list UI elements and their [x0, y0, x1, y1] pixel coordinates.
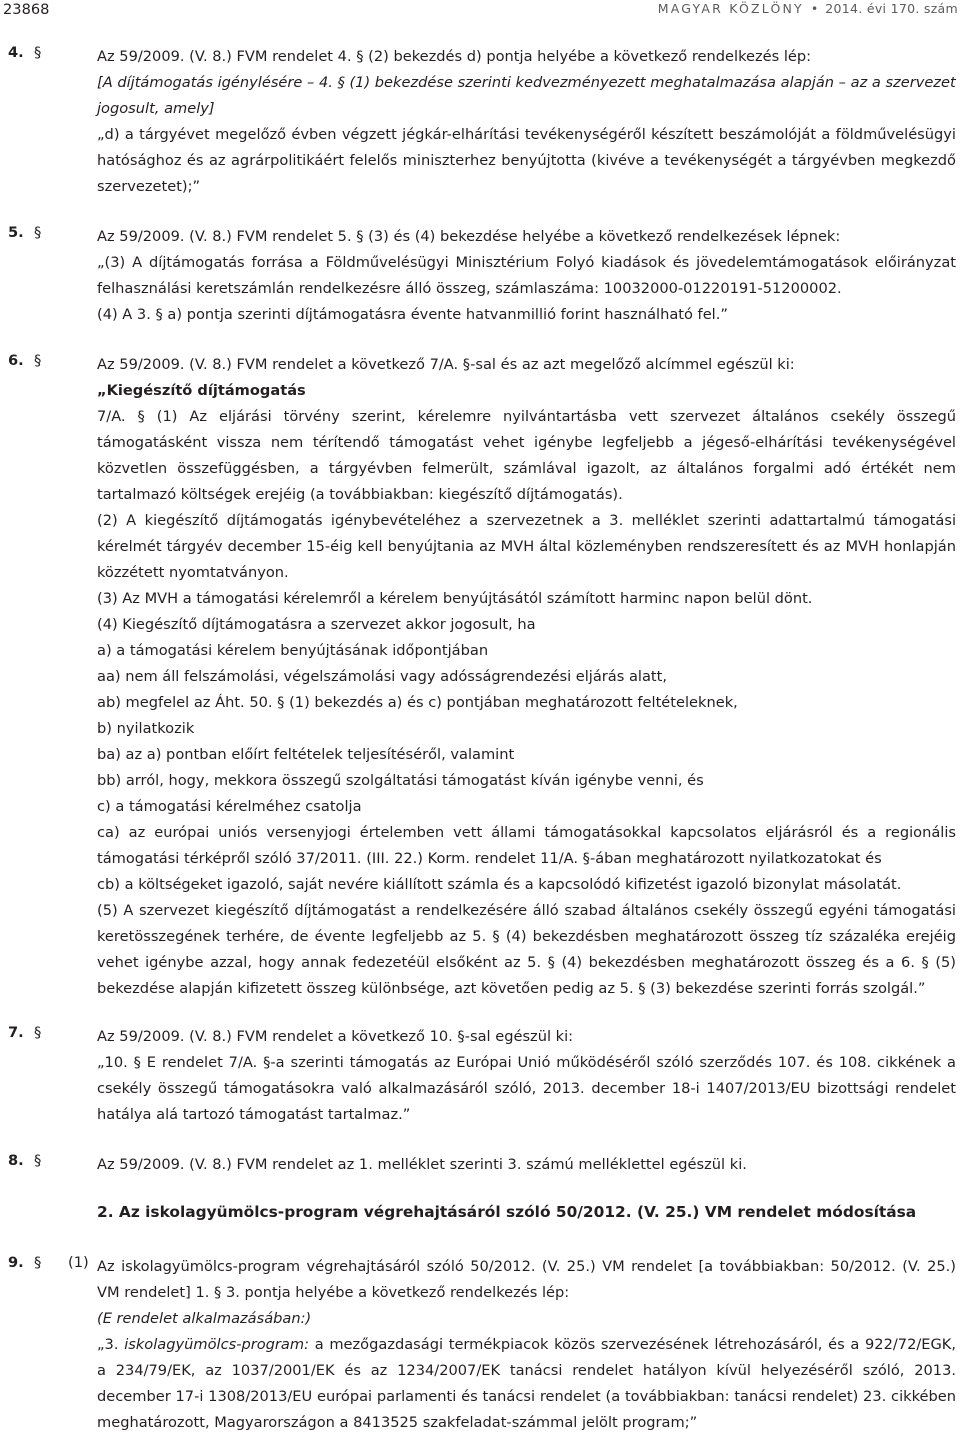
section-number: 8. [8, 1152, 24, 1169]
section-sign: § [34, 1024, 42, 1041]
definition-text: a mezőgazdasági termékpiacok közös szervezésének létrehozásáról, és a 922/72/EGK, a 234/79/EK, az 1037/2001/EK és az 1234/2007/EK tanácsi rendelet hatályon kívül helyezéséről szóló, 2013. december 17-i 1308/2013/EU európai parlamenti és tanácsi rendelet (a továbbiakban: tanácsi rendelet) 23. cikkében meghatározott, Magyarországon a 8413525 szakfeladat-számmal jelölt program;” [97, 1336, 957, 1431]
paragraph-3: „(3) A díjtámogatás forrása a Földművelésügyi Minisztérium Folyó kiadások és jövedelemtámogatások előirányzat felhasználási keretszámlán rendelkezésre álló összeg, számlaszáma: 10032000-01220191-51200002. [97, 254, 956, 297]
point-c: c) a támogatási kérelméhez csatolja [97, 798, 362, 815]
amendment-intro: Az 59/2009. (V. 8.) FVM rendelet 4. § (2) bekezdés d) pontja helyébe a következő rendelkezés lép: [97, 48, 812, 65]
section-text [97, 44, 956, 200]
amendment-intro: Az 59/2009. (V. 8.) FVM rendelet 5. § (3) és (4) bekezdése helyébe a következő rendelkezések lépnek: [97, 228, 841, 245]
section-number: 7. [8, 1024, 24, 1041]
amendment-context: (E rendelet alkalmazásában:) [97, 1310, 312, 1327]
section-text [97, 352, 956, 1002]
point-ba: ba) az a) pontban előírt feltételek teljesítéséről, valamint [97, 746, 515, 763]
section-sign: § [34, 224, 42, 241]
section-sign: § [34, 44, 42, 61]
point-b: b) nyilatkozik [97, 720, 195, 737]
paragraph-5: (5) A szervezet kiegészítő díjtámogatást a rendelkezésére álló szabad általános csekély összegű egyéni támogatási keretösszegének terhére, de évente legfeljebb az 5. § (4) bekezdésben meghatározott összeg tíz százaléka erejéig vehet igénybe azzal, hogy annak fedezetéül elsőként az 5. § (4) bekezdésben meghatározott összeg és a 6. § (5) bekezdése alapján kifizetett összeg különbsége, azt követően pedig az 5. § (3) bekezdése szerinti forrás szolgál.” [97, 902, 956, 997]
section-sign: § [34, 352, 42, 369]
paragraph-3: (3) Az MVH a támogatási kérelemről a kérelem benyújtásától számított harminc napon belül dönt. [97, 590, 813, 607]
point-ab: ab) megfelel az Áht. 50. § (1) bekezdés a) és c) pontjában meghatározott feltételeknek, [97, 694, 738, 711]
amendment-context: [A díjtámogatás igénylésére – 4. § (1) bekezdése szerinti kedvezményezett meghatalmazása alapján – az a szervezet jogosult, amely] [97, 74, 956, 117]
paragraph-4: (4) Kiegészítő díjtámogatásra a szervezet akkor jogosult, ha [97, 616, 536, 633]
point-a: a) a támogatási kérelem benyújtásának időpontjában [97, 642, 489, 659]
amendment-intro: Az 59/2009. (V. 8.) FVM rendelet az 1. melléklet szerinti 3. számú melléklettel egészül ki. [97, 1156, 747, 1173]
section-number: 5. [8, 224, 24, 241]
amendment-intro: Az iskolagyümölcs-program végrehajtásáról szóló 50/2012. (V. 25.) VM rendelet [a továbbiakban: 50/2012. (V. 25.) VM rendelet] 1. § 3. pontja helyébe a következő rendelkezés lép: [97, 1258, 956, 1301]
paragraph-1: 7/A. § (1) Az eljárási törvény szerint, kérelemre nyilvántartásba vett szervezet általános csekély összegű támogatásként vissza nem térítendő támogatást vehet igénybe legfeljebb a jégeső-elhárítási tevékenységével közvetlen összefüggésben, a tárgyévben felmerült, számlával igazolt, az általános forgalmi adó értékét nem tartalmazó költségek erejéig (a továbbiakban: kiegészítő díjtámogatás). [97, 408, 956, 503]
section-number: 6. [8, 352, 24, 369]
subtitle: „Kiegészítő díjtámogatás [97, 382, 306, 399]
amendment-body [97, 1332, 956, 1436]
amendment-body: „d) a tárgyévet megelőző évben végzett jégkár-elhárítási tevékenységéről készített beszámolóját a földművelésügyi hatósághoz és az agrárpolitikáért felelős miniszterhez benyújtotta (kivéve a tevékenységét a tárgyévben megkezdő szervezetet);” [97, 126, 956, 195]
section-number: 4. [8, 44, 24, 61]
paragraph-2: (2) A kiegészítő díjtámogatás igénybevételéhez a szervezetnek a 3. melléklet szerinti adattartalmú támogatási kérelmét tárgyév december 15-éig kell benyújtania az MVH által közleményben rendszeresített és az MVH honlapján közzétett nyomtatványon. [97, 512, 956, 581]
section-number: 9. [8, 1254, 24, 1271]
page-number: 23868 [3, 1, 50, 18]
running-header [0, 0, 960, 20]
defined-term: iskolagyümölcs-program: [124, 1336, 309, 1353]
point-lead: „3. [97, 1336, 125, 1353]
section-text [97, 224, 956, 328]
section-text [97, 1254, 956, 1436]
issue-number: 2014. évi 170. szám [825, 1, 958, 16]
amendment-intro: Az 59/2009. (V. 8.) FVM rendelet a következő 10. §-sal egészül ki: [97, 1028, 574, 1045]
point-aa: aa) nem áll felszámolási, végelszámolási vagy adósságrendezési eljárás alatt, [97, 668, 667, 685]
point-ca: ca) az európai uniós versenyjogi értelemben vett állami támogatásokkal kapcsolatos eljárásról és a regionális támogatási térképről szóló 37/2011. (III. 22.) Korm. rendelet 11/A. §-ában meghatározott nyilatkozatokat és [97, 824, 956, 867]
chapter-heading: 2. Az iskolagyümölcs-program végrehajtásáról szóló 50/2012. (V. 25.) VM rendelet módosítása [97, 1203, 917, 1221]
section-sign: § [34, 1152, 42, 1169]
journal-name: MAGYAR KÖZLÖNY [657, 1, 804, 16]
section-sign: § [34, 1254, 42, 1271]
amendment-intro: Az 59/2009. (V. 8.) FVM rendelet a következő 7/A. §-sal és az azt megelőző alcímmel egészül ki: [97, 356, 795, 373]
section-text [97, 1024, 956, 1128]
bullet-separator: • [810, 1, 819, 16]
point-bb: bb) arról, hogy, mekkora összegű szolgáltatási támogatást kíván igénybe venni, és [97, 772, 704, 789]
subsection-number: (1) [68, 1254, 89, 1271]
section-text [97, 1152, 956, 1178]
journal-title [658, 1, 958, 16]
paragraph-4: (4) A 3. § a) pontja szerinti díjtámogatásra évente hatvanmillió forint használható fel.” [97, 306, 728, 323]
amendment-body: „10. § E rendelet 7/A. §-a szerinti támogatás az Európai Unió működéséről szóló szerződés 107. és 108. cikkének a csekély összegű támogatásokra való alkalmazásáról szóló, 2013. december 18-i 1407/2013/EU bizottsági rendelet hatálya alá tartozó támogatást tartalmaz.” [97, 1054, 956, 1123]
point-cb: cb) a költségeket igazoló, saját nevére kiállított számla és a kapcsolódó kifizetést igazoló bizonylat másolatát. [97, 876, 902, 893]
